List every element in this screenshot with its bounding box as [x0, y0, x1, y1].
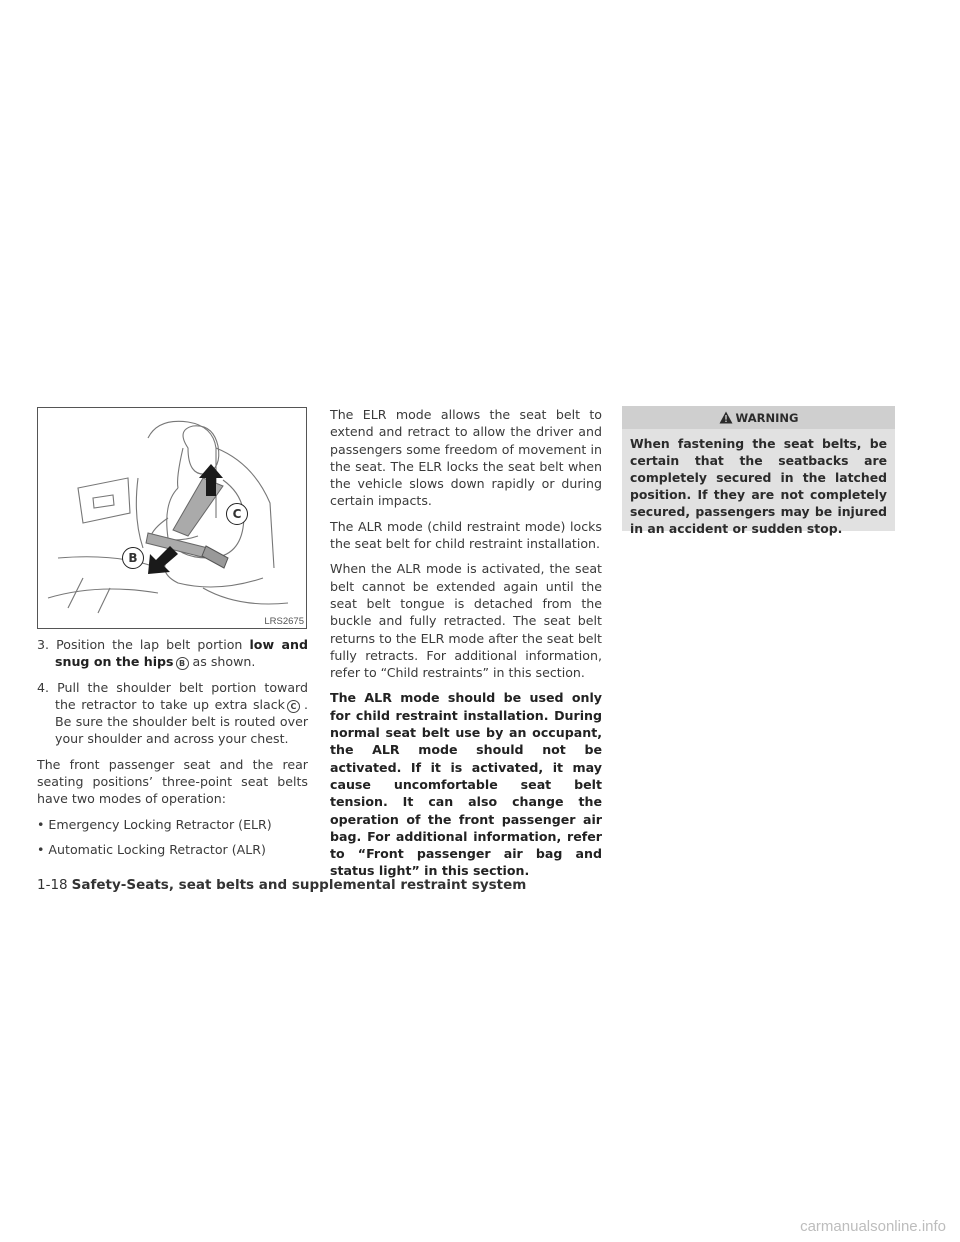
middle-column — [330, 406, 602, 888]
marker-c-icon: C — [287, 700, 300, 713]
bullet-alr: • Automatic Locking Retractor (ALR) — [37, 841, 266, 857]
callout-b: B — [122, 547, 144, 569]
step-4: 4. Pull the shoulder belt portion toward the retractor to take up extra slack C . Be sure the shoulder belt is routed over your shoulder and across your chest. — [37, 679, 308, 747]
seat-belt-illustration — [37, 407, 307, 629]
marker-b-icon: B — [176, 657, 189, 670]
alr-activated-paragraph: When the ALR mode is activated, the seat belt cannot be extended again until the seat belt tongue is detached from the buckle and fully retracted. The seat belt returns to the ELR mode after the seat belt fully retracts. For additional information, refer to “Child restraints” in this section. — [330, 561, 602, 681]
watermark: carmanualsonline.info — [800, 1218, 946, 1235]
left-column — [37, 636, 308, 866]
modes-intro: The front passenger seat and the rear seating positions’ three-point seat belts have two modes of operation: — [37, 756, 308, 807]
bullet-elr: • Emergency Locking Retractor (ELR) — [37, 816, 272, 832]
elr-paragraph: The ELR mode allows the seat belt to extend and retract to allow the driver and passengers some freedom of movement in the seat. The ELR locks the seat belt when the vehicle slows down rapidly or during certain impacts. — [330, 407, 602, 509]
step-3: 3. Position the lap belt portion low and snug on the hips B as shown. — [37, 637, 309, 670]
section-title: Safety-Seats, seat belts and supplemental restraint system — [71, 877, 527, 893]
warning-title: WARNING — [735, 410, 799, 425]
figure-code: LRS2675 — [264, 616, 304, 627]
warning-triangle-icon — [719, 411, 733, 424]
warning-box — [622, 406, 895, 537]
alr-caution-paragraph: The ALR mode should be used only for child restraint installation. During normal seat belt use by an occupant, the ALR mode should not be activated. If it is activated, it may cause uncomfortable seat belt tension. It can also change the operation of the front passenger air bag. For additional information, refer to “Front passenger air bag and status light” in this section. — [330, 690, 602, 879]
warning-header — [622, 406, 895, 429]
alr-paragraph: The ALR mode (child restraint mode) locks the seat belt for child restraint installation. — [330, 518, 602, 552]
page-footer — [37, 877, 526, 893]
seat-belt-drawing — [38, 408, 306, 628]
warning-text: When fastening the seat belts, be certain that the seatbacks are completely secured in the latched position. If they are not completely secured, passengers may be injured in an accident or sudden stop. — [630, 436, 887, 537]
page-number: 1-18 — [37, 877, 68, 893]
callout-c: C — [226, 503, 248, 525]
